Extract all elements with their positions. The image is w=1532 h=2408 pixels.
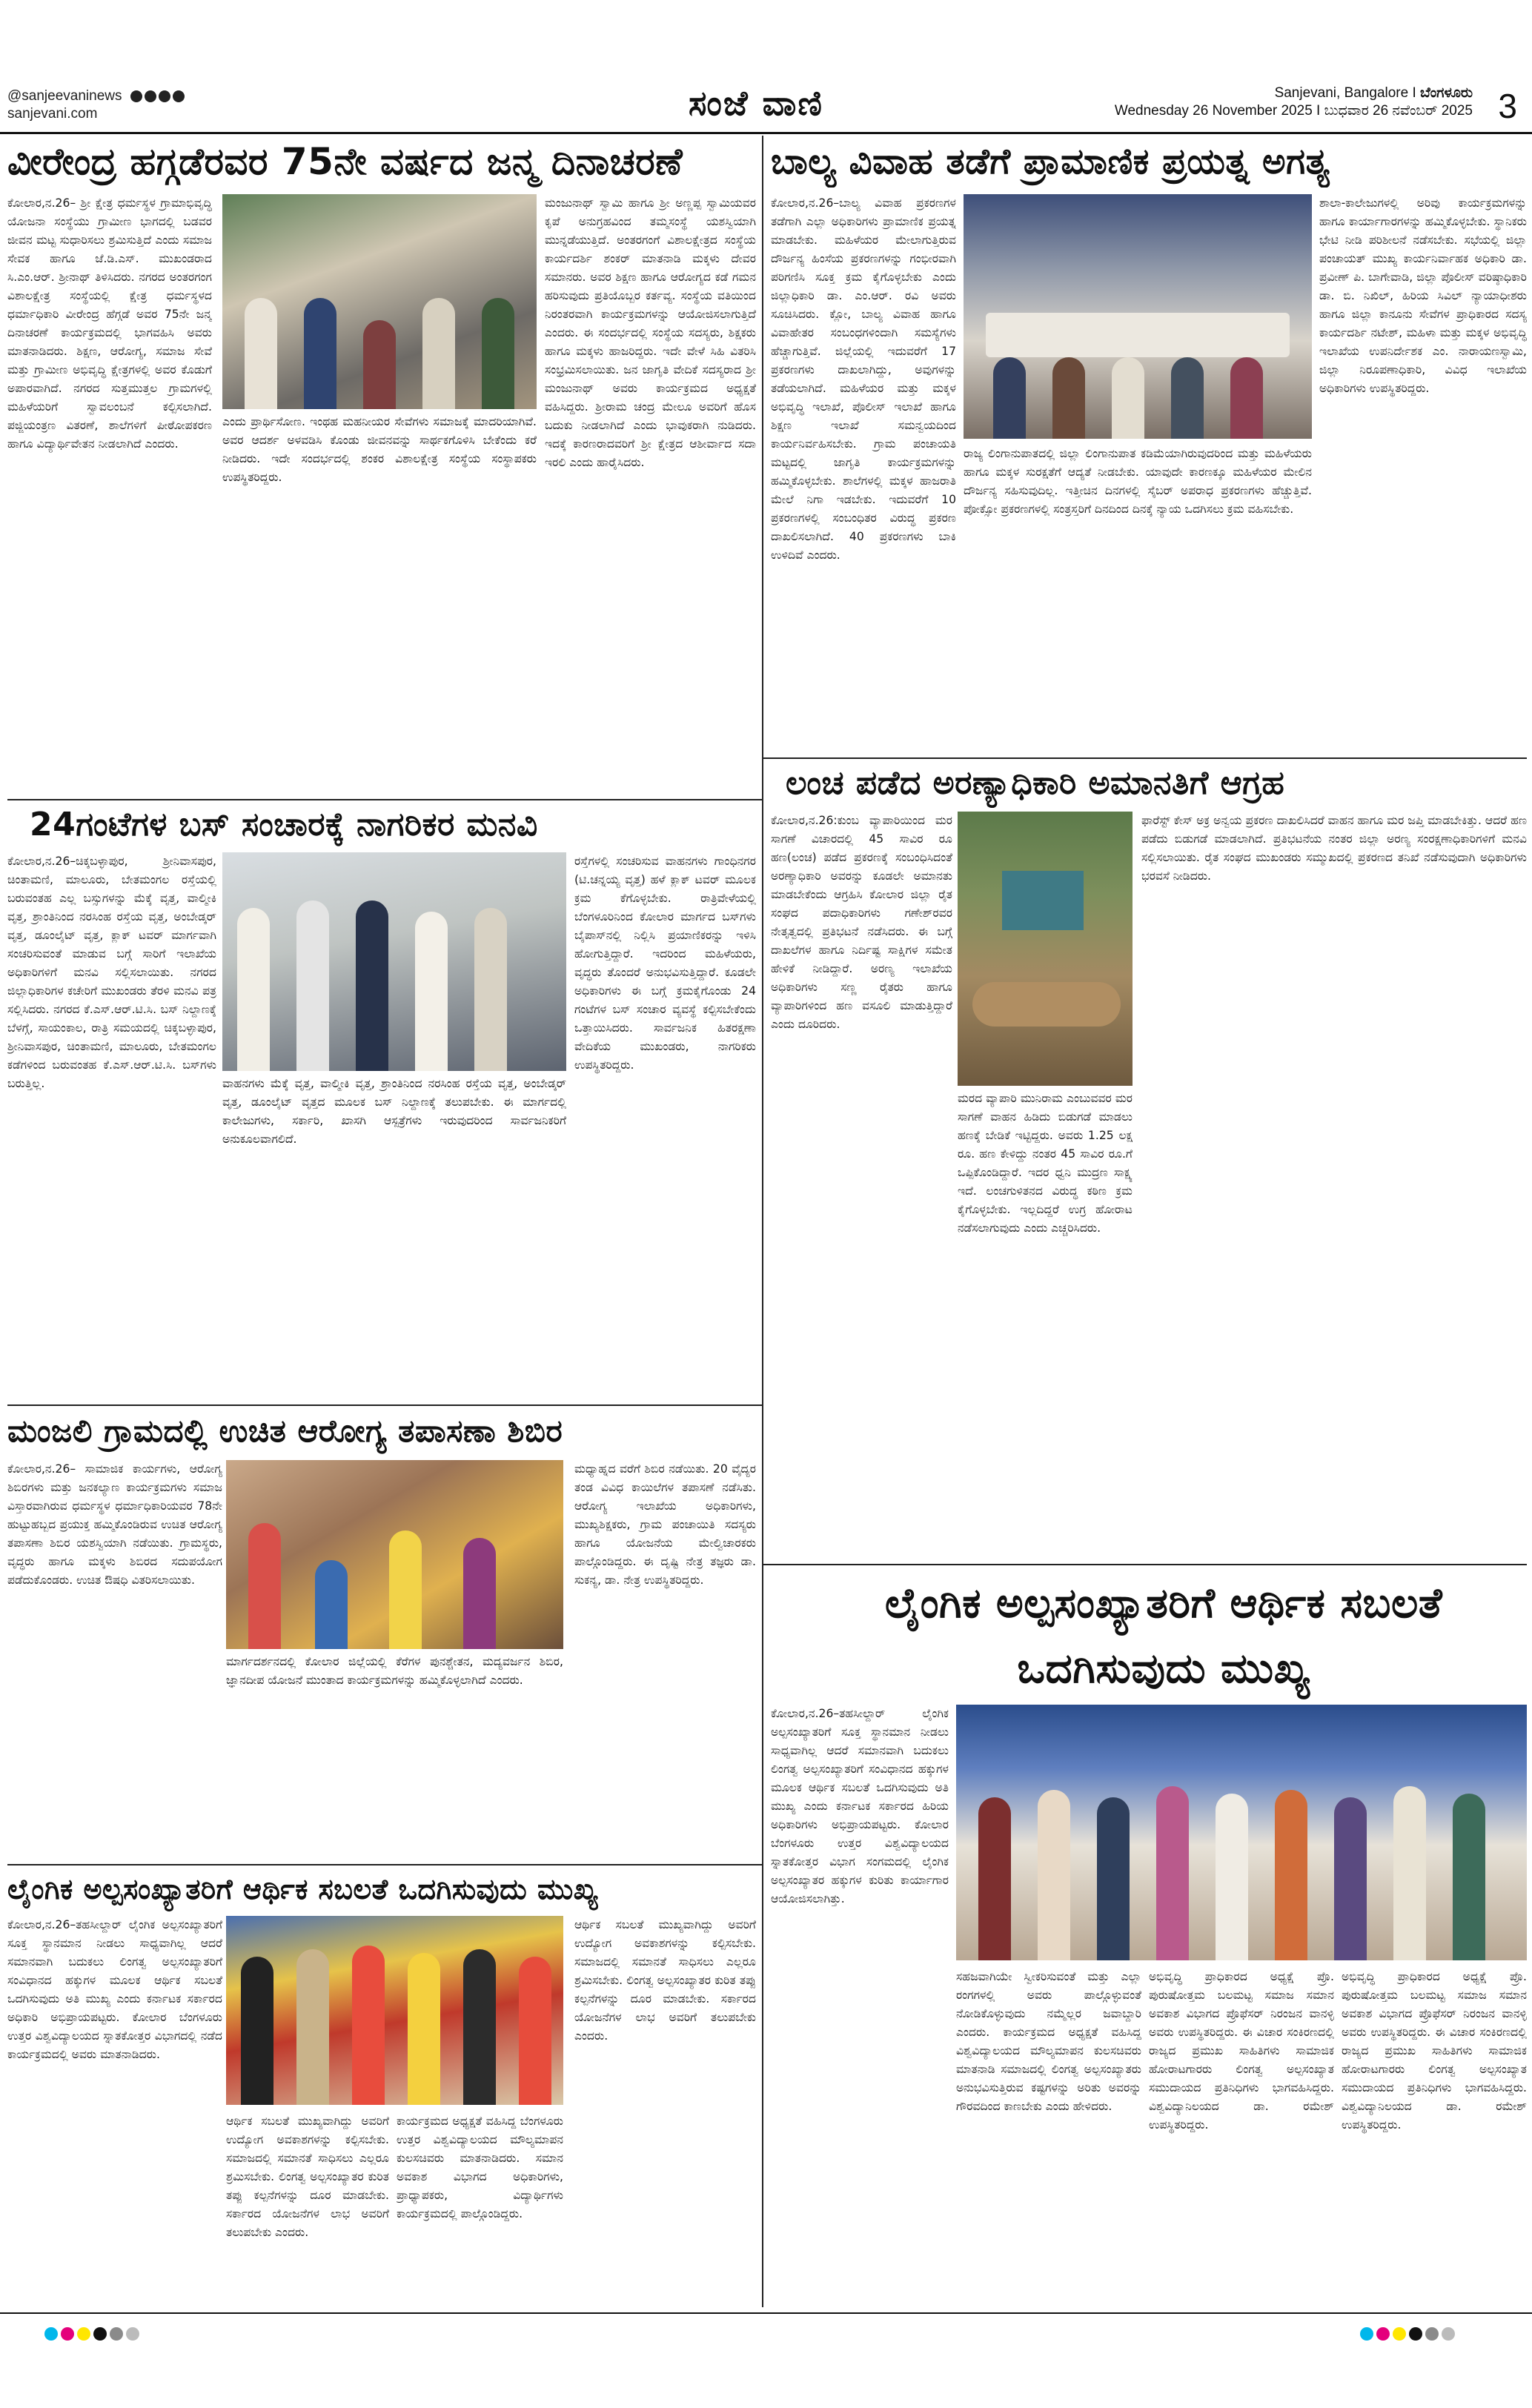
article-6-col-4: ಅಭಿವೃದ್ಧಿ ಪ್ರಾಧಿಕಾರದ ಅಧ್ಯಕ್ಷೆ ಪ್ರೊ. ಪುರುಷೋತ್ತಮ ಬಲಮಟ್ಟ ಸಮಾಜ ಸಮಾನ ಅವಕಾಶ ವಿಭಾಗದ ಪ್ರೊಫೆಸರ್ ನಿರಂಜನ ವಾನಳ್ಳಿ ಅವರು ಉಪಸ್ಥಿತರಿದ್ದರು. ಈ ವಿಚಾರ ಸಂಕಿರಣದಲ್ಲಿ ರಾಜ್ಯದ ಪ್ರಮುಖ ಸಾಹಿತಿಗಳು ಸಾಮಾಜಿಕ ಹೋರಾಟಗಾರರು ಲಿಂಗತ್ವ ಅಲ್ಪಸಂಖ್ಯಾತ ಸಮುದಾಯದ ಪ್ರತಿನಿಧಿಗಳು ಭಾಗವಹಿಸಿದ್ದರು. ವಿಶ್ವವಿದ್ಯಾನಿಲಯದ ಡಾ. ರಮೇಶ್ ಉಪಸ್ಥಿತರಿದ್ದರು. <box>1342 1970 1527 2132</box>
article-5-col-2: ಮಧ್ಯಾಹ್ನದ ವರೆಗೆ ಶಿಬಿರ ನಡೆಯಿತು. 20 ವೈದ್ಯರ ತಂಡ ವಿವಿಧ ಕಾಯಿಲೆಗಳ ತಪಾಸಣೆ ನಡೆಸಿತು. ಆರೋಗ್ಯ ಇಲಾಖೆಯ ಅಧಿಕಾರಿಗಳು, ಮುಖ್ಯಶಿಕ್ಷಕರು, ಗ್ರಾಮ ಪಂಚಾಯಿತಿ ಸದಸ್ಯರು ಹಾಗೂ ಯೋಜನೆಯ ಮೇಲ್ವಿಚಾರಕರು ಪಾಲ್ಗೊಂಡಿದ್ದರು. ಈ ದೃಷ್ಟಿ ನೇತ್ರ ತಜ್ಞರು ಡಾ. ಸುಕನ್ಯ, ಡಾ. ನೇತ್ರ ಉಪಸ್ಥಿತರಿದ್ದರು. <box>574 1462 756 1587</box>
article-1-col-1: ಕೋಲಾರ,ನ.26– ಶ್ರೀ ಕ್ಷೇತ್ರ ಧರ್ಮಸ್ಥಳ ಗ್ರಾಮಾಭಿವೃದ್ಧಿ ಯೋಜನಾ ಸಂಸ್ಥೆಯು ಗ್ರಾಮೀಣ ಭಾಗದಲ್ಲಿ ಬಡವರ ಜೀವನ ಮಟ್ಟ ಸುಧಾರಿಸಲು ಶ್ರಮಿಸುತ್ತಿದೆ ಎಂದು ಸಮಾಜ ಸೇವಕ ಹಾಗೂ ಜೆ.ಡಿ.ಎಸ್. ಮುಖಂಡರಾದ ಸಿ.ಎಂ.ಆರ್. ಶ್ರೀನಾಥ್ ತಿಳಿಸಿದರು. ನಗರದ ಅಂತರಗಂಗ ವಿಶಾಲಕ್ಷೇತ್ರ ಸಂಸ್ಥೆಯಲ್ಲಿ ಕ್ಷೇತ್ರ ಧರ್ಮಸ್ಥಳದ ಧರ್ಮಾಧಿಕಾರಿ ವೀರೇಂದ್ರ ಹೆಗ್ಗಡೆ ಅವರ 75ನೇ ಜನ್ಮ ದಿನಾಚರಣೆ ಕಾರ್ಯಕ್ರಮದಲ್ಲಿ ಭಾಗವಹಿಸಿ ಅವರು ಮಾತನಾಡಿದರು. ಶಿಕ್ಷಣ, ಆರೋಗ್ಯ, ಸಮಾಜ ಸೇವೆ ಮತ್ತು ಗ್ರಾಮೀಣ ಅಭಿವೃದ್ಧಿ ಕ್ಷೇತ್ರಗಳಲ್ಲಿ ಅವರ ಕೊಡುಗೆ ಅಪಾರವಾಗಿದೆ. ನಗರದ ಸುತ್ತಮುತ್ತಲ ಗ್ರಾಮಗಳಲ್ಲಿ ಮಹಿಳೆಯರಿಗೆ ಸ್ವಾವಲಂಬನೆ ಕಲ್ಪಿಸಲಾಗಿದೆ. ಪಜ್ಜಿಯಂತ್ರಣ ವಿತರಣೆ, ಶಾಲೆಗಳಿಗೆ ಪೀಠೋಪಕರಣ ಹಾಗೂ ವಿದ್ಯಾರ್ಥಿವೇತನ ನೀಡಲಾಗಿದೆ ಎಂದರು. <box>7 196 212 451</box>
column-divider <box>762 136 763 2307</box>
website: sanjevani.com <box>7 106 98 122</box>
registration-swatch <box>93 2327 107 2341</box>
header-right: Sanjevani, Bangalore I ಬೆಂಗಳೂರು Wednesday 26 November 2025 I ಬುಧವಾರ 26 ನವೆಂಬರ್ 2025 <box>1114 85 1473 119</box>
article-6-col-1: ಕೋಲಾರ,ನ.26–ತಹಸೀಲ್ದಾರ್ ಲೈಂಗಿಕ ಅಲ್ಪಸಂಖ್ಯಾತರಿಗೆ ಸೂಕ್ತ ಸ್ಥಾನಮಾನ ನೀಡಲು ಸಾಧ್ಯವಾಗಿಲ್ಲ ಆದರೆ ಸಮಾನವಾಗಿ ಬದುಕಲು ಲಿಂಗತ್ವ ಅಲ್ಪಸಂಖ್ಯಾತರಿಗೆ ಸಂವಿಧಾನದ ಹಕ್ಕುಗಳ ಮೂಲಕ ಆರ್ಥಿಕ ಸಬಲತೆ ಒದಗಿಸುವುದು ಅತಿ ಮುಖ್ಯ ಎಂದು ಕರ್ನಾಟಕ ಸರ್ಕಾರದ ಹಿರಿಯ ಅಧಿಕಾರಿಗಳು ಅಭಿಪ್ರಾಯಪಟ್ಟರು. ಕೋಲಾರ ಬೆಂಗಳೂರು ಉತ್ತರ ವಿಶ್ವವಿದ್ಯಾಲಯದ ಸ್ನಾತಕೋತ್ತರ ವಿಭಾಗ ಸಂಗಮದಲ್ಲಿ ಲೈಂಗಿಕ ಅಲ್ಪಸಂಖ್ಯಾತರ ಹಕ್ಕುಗಳ ಕುರಿತು ಕಾರ್ಯಾಗಾರ ಆಯೋಜಿಸಲಾಗಿತ್ತು. <box>771 1707 949 1905</box>
article-1-caption: ಎಂದು ಪ್ರಾರ್ಥಿಸೋಣ. ಇಂಥಹ ಮಹನೀಯರ ಸೇವೆಗಳು ಸಮಾಜಕ್ಕೆ ಮಾದರಿಯಾಗಿವೆ. ಅವರ ಆದರ್ಶ ಅಳವಡಿಸಿ ಕೊಂಡು ಜೀವನವನ್ನು ಸಾರ್ಥಕಗೊಳಿಸಿ ಬೇಕೆಂದು ಕರೆ ನೀಡಿದರು. ಇದೇ ಸಂದರ್ಭದಲ್ಲಿ ಶಂಕರ ವಿಶಾಲಕ್ಷೇತ್ರ ಸಂಸ್ಥೆಯ ಸಂಸ್ಥಾಪಕರು ಉಪಸ್ಥಿತರಿದ್ದರು. <box>222 415 537 484</box>
article-5-photo <box>226 1460 563 1649</box>
article-7-col-1: ಕೋಲಾರ,ನ.26–ತಹಸೀಲ್ದಾರ್ ಲೈಂಗಿಕ ಅಲ್ಪಸಂಖ್ಯಾತರಿಗೆ ಸೂಕ್ತ ಸ್ಥಾನಮಾನ ನೀಡಲು ಸಾಧ್ಯವಾಗಿಲ್ಲ ಆದರೆ ಸಮಾನವಾಗಿ ಬದುಕಲು ಲಿಂಗತ್ವ ಅಲ್ಪಸಂಖ್ಯಾತರಿಗೆ ಸಂವಿಧಾನದ ಹಕ್ಕುಗಳ ಮೂಲಕ ಆರ್ಥಿಕ ಸಬಲತೆ ಒದಗಿಸುವುದು ಅತಿ ಮುಖ್ಯ ಎಂದು ಕರ್ನಾಟಕ ಸರ್ಕಾರದ ಅಧಿಕಾರಿ ಅಭಿಪ್ರಾಯಪಟ್ಟರು. ಕೋಲಾರ ಬೆಂಗಳೂರು ಉತ್ತರ ವಿಶ್ವವಿದ್ಯಾಲಯದ ಸ್ನಾತಕೋತ್ತರ ವಿಭಾಗದಲ್ಲಿ ನಡೆದ ಕಾರ್ಯಕ್ರಮದಲ್ಲಿ ಅವರು ಮಾತನಾಡಿದರು. <box>7 1918 222 2061</box>
registration-swatch <box>44 2327 58 2341</box>
registration-swatch <box>1376 2327 1390 2341</box>
date-kannada: ಬುಧವಾರ 26 ನವೆಂಬರ್ 2025 <box>1324 103 1473 119</box>
article-1-col-2: ಮಂಜುನಾಥ್ ಸ್ವಾಮಿ ಹಾಗೂ ಶ್ರೀ ಅಣ್ಣಪ್ಪ ಸ್ವಾಮಿಯವರ ಕೃಪೆ ಅನುಗ್ರಹವಿಂದ ತಮ್ಮಸಂಸ್ಥೆ ಯಶಸ್ವಿಯಾಗಿ ಮುನ್ನಡೆಯುತ್ತಿದೆ. ಅಂತರಗಂಗೆ ವಿಶಾಲಕ್ಷೇತ್ರದ ಸಂಸ್ಥೆಯ ಕಾರ್ಯದರ್ಶಿ ಶಂಕರ್ ಮಾತನಾಡಿ ಮಕ್ಕಳು ದೇವರ ಸಮಾನರು. ಅವರ ಶಿಕ್ಷಣ ಹಾಗೂ ಆರೋಗ್ಯದ ಕಡೆ ಗಮನ ಹರಿಸುವುದು ಪ್ರತಿಯೊಬ್ಬರ ಕರ್ತವ್ಯ. ಸಂಸ್ಥೆಯ ವತಿಯಿಂದ ನಿರಂತರವಾಗಿ ಕಾರ್ಯಕ್ರಮಗಳನ್ನು ಆಯೋಜಿಸಲಾಗುತ್ತಿದೆ ಎಂದರು. ಈ ಸಂದರ್ಭದಲ್ಲಿ ಸಂಸ್ಥೆಯ ಸದಸ್ಯರು, ಶಿಕ್ಷಕರು ಹಾಗೂ ಮಕ್ಕಳು ಹಾಜರಿದ್ದರು. ಇದೇ ವೇಳೆ ಸಿಹಿ ವಿತರಿಸಿ ಸಂಭ್ರಮಿಸಲಾಯಿತು. ಜನ ಜಾಗೃತಿ ವೇದಿಕೆ ಸದಸ್ಯರಾದ ಶ್ರೀ ಮಂಜುನಾಥ್ ಅವರು ಕಾರ್ಯಕ್ರಮದ ಅಧ್ಯಕ್ಷತೆ ವಹಿಸಿದ್ದರು. ಶ್ರೀರಾಮ ಚಂದ್ರ ಮೇಲೂ ಅವರಿಗೆ ಹೊಸ ಬದುಕು ನೀಡಲಾಗಿದೆ ಎಂದು ಭಾವುಕರಾಗಿ ನುಡಿದರು. ಇದಕ್ಕೆ ಕಾರಣರಾದವರಿಗೆ ಶ್ರೀ ಕ್ಷೇತ್ರದ ಆಶೀರ್ವಾದ ಸದಾ ಇರಲಿ ಎಂದು ಹಾರೈಸಿದರು. <box>545 196 756 469</box>
facebook-icon <box>145 90 156 102</box>
article-1-photo <box>222 194 537 409</box>
article-5-headline: ಮಂಜಲಿ ಗ್ರಾಮದಲ್ಲಿ ಉಚಿತ ಆರೋಗ್ಯ ತಪಾಸಣಾ ಶಿಬಿರ <box>7 1413 563 1449</box>
header-rule <box>0 132 1532 134</box>
article-5-caption: ಮಾರ್ಗದರ್ಶನದಲ್ಲಿ ಕೋಲಾರ ಜಿಲ್ಲೆಯಲ್ಲಿ ಕೆರೆಗಳ ಪುನಶ್ಚೇತನ, ಮದ್ಯವರ್ಜನ ಶಿಬಿರ, ಜ್ಞಾನದೀಪ ಯೋಜನೆ ಮುಂತಾದ ಕಾರ್ಯಕ್ರಮಗಳನ್ನು ಹಮ್ಮಿಕೊಳ್ಳಲಾಗಿದೆ ಎಂದರು. <box>226 1655 563 1687</box>
section-rule-left-2 <box>7 1404 762 1406</box>
registration-swatch <box>61 2327 74 2341</box>
masthead-title: ಸಂಜೆ ವಾಣಿ <box>689 83 823 123</box>
registration-swatch <box>1393 2327 1406 2341</box>
article-3-photo <box>222 852 566 1071</box>
instagram-icon <box>130 90 142 102</box>
section-rule-left-3 <box>7 1864 762 1865</box>
edition: Sanjevani, Bangalore I <box>1274 85 1416 101</box>
registration-swatch <box>1360 2327 1373 2341</box>
article-3-caption: ವಾಹನಗಳು ಮೆಕ್ಕೆ ವೃತ್ತ, ವಾಲ್ಮೀಕಿ ವೃತ್ತ, ಶ್ರಾಂತಿನಿಂದ ನರಸಿಂಹ ರಸ್ತೆಯ ವೃತ್ತ, ಅಂಬೇಡ್ಕರ್ ವೃತ್ತ, ಡೂಂಲೈಟ್ ವೃತ್ತದ ಮೂಲಕ ಬಸ್ ನಿಲ್ದಾಣಕ್ಕೆ ತಲುಪಬೇಕು. ಈ ಮಾರ್ಗದಲ್ಲಿ ಕಾಲೇಜುಗಳು, ಸರ್ಕಾರಿ, ಖಾಸಗಿ ಆಸ್ಪತ್ರೆಗಳು ಇರುವುದರಿಂದ ಸಾರ್ವಜನಿಕರಿಗೆ ಅನುಕೂಲವಾಗಲಿದೆ. <box>222 1077 566 1146</box>
article-2-col-1: ಕೋಲಾರ,ನ.26–ಬಾಲ್ಯ ವಿವಾಹ ಪ್ರಕರಣಗಳ ತಡೆಗಾಗಿ ಎಲ್ಲಾ ಅಧಿಕಾರಿಗಳು ಪ್ರಾಮಾಣಿಕ ಪ್ರಯತ್ನ ಮಾಡಬೇಕು. ಮಹಿಳೆಯರ ಮೇಲಾಗುತ್ತಿರುವ ದೌರ್ಜನ್ಯ ಹಿಂಸೆಯ ಪ್ರಕರಣಗಳನ್ನು ಗಂಭೀರವಾಗಿ ಪರಿಗಣಿಸಿ ಸೂಕ್ತ ಕ್ರಮ ಕೈಗೊಳ್ಳಬೇಕು ಎಂದು ಜಿಲ್ಲಾಧಿಕಾರಿ ಡಾ. ಎಂ.ಆರ್. ರವಿ ಅವರು ಸೂಚಿಸಿದರು. ಕ್ಲೋ, ಬಾಲ್ಯ ವಿವಾಹ ಹಾಗೂ ವಿವಾಹೇತರ ಸಂಬಂಧಗಳಿಂದಾಗಿ ಸಮಸ್ಯೆಗಳು ಹೆಚ್ಚಾಗುತ್ತಿವೆ. ಜಿಲ್ಲೆಯಲ್ಲಿ ಇದುವರೆಗೆ 17 ಪ್ರಕರಣಗಳು ದಾಖಲಾಗಿದ್ದು, ಅವುಗಳನ್ನು ತಡೆಯಲಾಗಿದೆ. ಮಹಿಳೆಯರ ಮತ್ತು ಮಕ್ಕಳ ಅಭಿವೃದ್ಧಿ ಇಲಾಖೆ, ಪೊಲೀಸ್ ಇಲಾಖೆ ಹಾಗೂ ಶಿಕ್ಷಣ ಇಲಾಖೆ ಸಮನ್ವಯದಿಂದ ಕಾರ್ಯನಿರ್ವಹಿಸಬೇಕು. ಗ್ರಾಮ ಪಂಚಾಯತಿ ಮಟ್ಟದಲ್ಲಿ ಜಾಗೃತಿ ಕಾರ್ಯಕ್ರಮಗಳನ್ನು ಹಮ್ಮಿಕೊಳ್ಳಬೇಕು. ಶಾಲೆಗಳಲ್ಲಿ ಮಕ್ಕಳ ಹಾಜರಾತಿ ಮೇಲೆ ನಿಗಾ ಇಡಬೇಕು. ಇದುವರೆಗೆ 10 ಪ್ರಕರಣಗಳಲ್ಲಿ ಸಂಬಂಧಿತರ ವಿರುದ್ಧ ಪ್ರಕರಣ ದಾಖಲಿಸಲಾಗಿದೆ. 40 ಪ್ರಕರಣಗಳು ಬಾಕಿ ಉಳಿದಿವೆ ಎಂದರು. <box>771 196 956 562</box>
registration-swatch <box>77 2327 90 2341</box>
registration-swatch <box>126 2327 139 2341</box>
article-3-col-1: ಕೋಲಾರ,ನ.26–ಚಿಕ್ಕಬಳ್ಳಾಪುರ, ಶ್ರೀನಿವಾಸಪುರ, ಚಿಂತಾಮಣಿ, ಮಾಲೂರು, ಬೇತಮಂಗಲ ರಸ್ತೆಯಲ್ಲಿ ಬರುವಂತಹ ಎಲ್ಲ ಬಸ್ಸುಗಳನ್ನು ಮೆಕ್ಕೆ ವೃತ್ತ, ವಾಲ್ಮೀಕಿ ವೃತ್ತ, ಶ್ರಾಂತಿನಿಂದ ನರಸಿಂಹ ರಸ್ತೆಯ ವೃತ್ತ, ಅಂಬೇಡ್ಕರ್ ವೃತ್ತ, ಡೂಂಲೈಟ್ ವೃತ್ತ, ಕ್ಲಾಕ್ ಟವರ್ ಮಾರ್ಗವಾಗಿ ಸಂಚರಿಸುವಂತೆ ಮಾಡುವ ಬಗ್ಗೆ ಸಾರಿಗೆ ಇಲಾಖೆಯ ಅಧಿಕಾರಿಗಳಿಗೆ ಮನವಿ ಸಲ್ಲಿಸಲಾಯಿತು. ನಗರದ ಜಿಲ್ಲಾಧಿಕಾರಿಗಳ ಕಚೇರಿಗೆ ಮುಖಂಡರು ತೆರಳಿ ಮನವಿ ಪತ್ರ ಸಲ್ಲಿಸಿದರು. ನಗರದ ಕೆ.ಎಸ್.ಆರ್.ಟಿ.ಸಿ. ಬಸ್ ನಿಲ್ದಾಣಕ್ಕೆ ಬೆಳಗ್ಗೆ, ಸಾಯಂಕಾಲ, ರಾತ್ರಿ ಸಮಯದಲ್ಲಿ ಚಿಕ್ಕಬಳ್ಳಾಪುರ, ಶ್ರೀನಿವಾಸಪುರ, ಚಿಂತಾಮಣಿ, ಮಾಲೂರು, ಬೇತಮಂಗಲ ಕಡೆಗಳಿಂದ ಬರುವಂತಹ ಕೆ.ಎಸ್.ಆರ್.ಟಿ.ಸಿ. ಬಸ್‌ಗಳು ಬರುತ್ತಿಲ್ಲ. <box>7 855 216 1090</box>
social-icons <box>130 87 187 105</box>
footer-rule <box>0 2312 1532 2314</box>
registration-swatch <box>1409 2327 1422 2341</box>
registration-swatch <box>1442 2327 1455 2341</box>
article-2-col-3: ಶಾಲಾ-ಕಾಲೇಜುಗಳಲ್ಲಿ ಅರಿವು ಕಾರ್ಯಕ್ರಮಗಳನ್ನು ಹಾಗೂ ಕಾರ್ಯಾಗಾರಗಳನ್ನು ಹಮ್ಮಿಕೊಳ್ಳಬೇಕು. ಸ್ಥಾನಿಕರು ಭೇಟಿ ನೀಡಿ ಪರಿಶೀಲನೆ ನಡೆಸಬೇಕು. ಸಭೆಯಲ್ಲಿ ಜಿಲ್ಲಾ ಪಂಚಾಯತ್ ಮುಖ್ಯ ಕಾರ್ಯನಿರ್ವಾಹಕ ಅಧಿಕಾರಿ ಡಾ. ಪ್ರವೀಣ್ ಪಿ. ಬಾಗೇವಾಡಿ, ಜಿಲ್ಲಾ ಪೊಲೀಸ್ ವರಿಷ್ಠಾಧಿಕಾರಿ ಡಾ. ಬಿ. ನಿಖಿಲ್, ಹಿರಿಯ ಸಿವಿಲ್ ನ್ಯಾಯಾಧೀಶರು ಹಾಗೂ ಜಿಲ್ಲಾ ಕಾನೂನು ಸೇವೆಗಳ ಪ್ರಾಧಿಕಾರದ ಸದಸ್ಯ ಕಾರ್ಯದರ್ಶಿ ನಟೇಶ್, ಮಹಿಳಾ ಮತ್ತು ಮಕ್ಕಳ ಅಭಿವೃದ್ಧಿ ಇಲಾಖೆಯ ಉಪನಿರ್ದೇಶಕ ಎಂ. ನಾರಾಯಣಸ್ವಾಮಿ, ಜಿಲ್ಲಾ ನಿರೂಪಣಾಧಿಕಾರಿ, ವಿವಿಧ ಇಲಾಖೆಯ ಅಧಿಕಾರಿಗಳು ಉಪಸ್ಥಿತರಿದ್ದರು. <box>1319 196 1527 395</box>
article-4-col-2: ಮರದ ವ್ಯಾಪಾರಿ ಮುನಿರಾಮ ಎಂಬುವವರ ಮರ ಸಾಗಣೆ ವಾಹನ ಹಿಡಿದು ಬಿಡುಗಡೆ ಮಾಡಲು ಹಣಕ್ಕೆ ಬೇಡಿಕೆ ಇಟ್ಟಿದ್ದರು. ಅವರು 1.25 ಲಕ್ಷ ರೂ. ಹಣ ಕೇಳಿದ್ದು ನಂತರ 45 ಸಾವಿರ ರೂ.ಗೆ ಒಪ್ಪಿಕೊಂಡಿದ್ದಾರೆ. ಇದರ ಧ್ವನಿ ಮುದ್ರಣ ಸಾಕ್ಷ್ಯ ಇದೆ. ಲಂಚಗುಳಿತನದ ವಿರುದ್ಧ ಕಠಿಣ ಕ್ರಮ ಕೈಗೊಳ್ಳಬೇಕು. ಇಲ್ಲದಿದ್ದರೆ ಉಗ್ರ ಹೋರಾಟ ನಡೆಸಲಾಗುವುದು ಎಂದು ಎಚ್ಚರಿಸಿದರು. <box>958 1092 1133 1235</box>
article-4-col-3: ಫಾರೆಸ್ಟ್ ಕೇಸ್ ಅಕ್ರ ಅನ್ವಯ ಪ್ರಕರಣ ದಾಖಲಿಸಿದರೆ ವಾಹನ ಹಾಗೂ ಮರ ಜಪ್ತಿ ಮಾಡಬೇಕಿತ್ತು. ಆದರೆ ಹಣ ಪಡೆದು ಬಿಡುಗಡೆ ಮಾಡಲಾಗಿದೆ. ಪ್ರತಿಭಟನೆಯ ನಂತರ ಜಿಲ್ಲಾ ಅರಣ್ಯ ಸಂರಕ್ಷಣಾಧಿಕಾರಿಗಳಿಗೆ ಮನವಿ ಸಲ್ಲಿಸಲಾಯಿತು. ರೈತ ಸಂಘದ ಮುಖಂಡರು ಸಮ್ಮುಖದಲ್ಲಿ ಪ್ರಕರಣದ ತನಿಖೆ ನಡೆಸುವುದಾಗಿ ಅಧಿಕಾರಿಗಳು ಭರವಸೆ ನೀಡಿದರು. <box>1141 814 1527 883</box>
article-4-col-1: ಕೋಲಾರ,ನ.26:ಕುಂಬ ವ್ಯಾಪಾರಿಯಿಂದ ಮರ ಸಾಗಣೆ ವಿಚಾರದಲ್ಲಿ 45 ಸಾವಿರ ರೂ ಹಣ(ಲಂಚ) ಪಡೆದ ಪ್ರಕರಣಕ್ಕೆ ಸಂಬಂಧಿಸಿದಂತೆ ಅರಣ್ಯಾಧಿಕಾರಿ ಅವರನ್ನು ಕೂಡಲೇ ಅಮಾನತು ಮಾಡಬೇಕೆಂದು ಆಗ್ರಹಿಸಿ ಕೋಲಾರ ಜಿಲ್ಲಾ ರೈತ ಸಂಘದ ಪದಾಧಿಕಾರಿಗಳು ಗಣೇಶ್‌ರವರ ನೇತೃತ್ವದಲ್ಲಿ ಪ್ರತಿಭಟನೆ ನಡೆಸಿದರು. ಈ ಬಗ್ಗೆ ದಾಖಲೆಗಳ ಹಾಗೂ ನಿರ್ದಿಷ್ಟ ಸಾಕ್ಷಿಗಳ ಸಮೇತ ಹೇಳಿಕೆ ನೀಡಿದ್ದಾರೆ. ಅರಣ್ಯ ಇಲಾಖೆಯ ಅಧಿಕಾರಿಗಳು ಸಣ್ಣ ರೈತರು ಹಾಗೂ ವ್ಯಾಪಾರಿಗಳಿಂದ ಹಣ ವಸೂಲಿ ಮಾಡುತ್ತಿದ್ದಾರೆ ಎಂದು ದೂರಿದರು. <box>771 814 952 1031</box>
article-2-photo <box>964 194 1312 439</box>
article-6-col-3: ಅಭಿವೃದ್ಧಿ ಪ್ರಾಧಿಕಾರದ ಅಧ್ಯಕ್ಷೆ ಪ್ರೊ. ಪುರುಷೋತ್ತಮ ಬಲಮಟ್ಟ ಸಮಾಜ ಸಮಾನ ಅವಕಾಶ ವಿಭಾಗದ ಪ್ರೊಫೆಸರ್ ನಿರಂಜನ ವಾನಳ್ಳಿ ಅವರು ಉಪಸ್ಥಿತರಿದ್ದರು. ಈ ವಿಚಾರ ಸಂಕಿರಣದಲ್ಲಿ ರಾಜ್ಯದ ಪ್ರಮುಖ ಸಾಹಿತಿಗಳು ಸಾಮಾಜಿಕ ಹೋರಾಟಗಾರರು ಲಿಂಗತ್ವ ಅಲ್ಪಸಂಖ್ಯಾತ ಸಮುದಾಯದ ಪ್ರತಿನಿಧಿಗಳು ಭಾಗವಹಿಸಿದ್ದರು. ವಿಶ್ವವಿದ್ಯಾನಿಲಯದ ಡಾ. ರಮೇಶ್ ಉಪಸ್ಥಿತರಿದ್ದರು. <box>1149 1970 1334 2132</box>
social-handle: @sanjeevaninews <box>7 88 122 105</box>
article-2-headline: ಬಾಲ್ಯ ವಿವಾಹ ತಡೆಗೆ ಪ್ರಾಮಾಣಿಕ ಪ್ರಯತ್ನ ಅಗತ್ಯ <box>771 141 1330 182</box>
article-1-headline: ವೀರೇಂದ್ರ ಹಗ್ಗಡೆರವರ 75ನೇ ವರ್ಷದ ಜನ್ಮ ದಿನಾಚರಣೆ <box>7 140 683 183</box>
article-6-photo <box>956 1705 1527 1960</box>
date: Wednesday 26 November 2025 <box>1114 103 1313 119</box>
twitter-icon <box>173 90 185 102</box>
article-2-col-2: ರಾಜ್ಯ ಲಿಂಗಾನುಪಾತದಲ್ಲಿ ಜಿಲ್ಲಾ ಲಿಂಗಾನುಪಾತ ಕಡಿಮೆಯಾಗಿರುವುದರಿಂದ ಮತ್ತು ಮಹಿಳೆಯರು ಹಾಗೂ ಮಕ್ಕಳ ಸುರಕ್ಷತೆಗೆ ಆದ್ಯತೆ ನೀಡಬೇಕು. ಯಾವುದೇ ಕಾರಣಕ್ಕೂ ಮಹಿಳೆಯರ ಮೇಲಿನ ದೌರ್ಜನ್ಯ ಸಹಿಸುವುದಿಲ್ಲ. ಇತ್ತೀಚಿನ ದಿನಗಳಲ್ಲಿ ಸೈಬರ್ ಅಪರಾಧ ಪ್ರಕರಣಗಳು ಹೆಚ್ಚುತ್ತಿವೆ. ಪೋಕ್ಸೋ ಪ್ರಕರಣಗಳಲ್ಲಿ ಸಂತ್ರಸ್ತರಿಗೆ ದಿನದಿಂದ ದಿನಕ್ಕೆ ನ್ಯಾಯ ಒದಗಿಸಲು ಕ್ರಮ ವಹಿಸಬೇಕು. <box>964 447 1312 516</box>
page-number: 3 <box>1498 87 1517 125</box>
color-registration-marks-right <box>1360 2327 1458 2344</box>
article-6-headline: ಲೈಂಗಿಕ ಅಲ್ಪಸಂಖ್ಯಾತರಿಗೆ ಆರ್ಥಿಕ ಸಬಲತೆ ಒದಗಿಸುವುದು ಮುಖ್ಯ <box>884 1579 1443 1693</box>
article-4-headline: ಲಂಚ ಪಡೆದ ಅರಣ್ಯಾಧಿಕಾರಿ ಅಮಾನತಿಗೆ ಆಗ್ರಹ <box>786 764 1285 802</box>
article-3-headline: 24ಗಂಟೆಗಳ ಬಸ್ ಸಂಚಾರಕ್ಕೆ ನಾಗರಿಕರ ಮನವಿ <box>30 806 538 843</box>
article-4-photo <box>958 812 1133 1086</box>
registration-swatch <box>1425 2327 1439 2341</box>
article-7-col-4: ಆರ್ಥಿಕ ಸಬಲತೆ ಮುಖ್ಯವಾಗಿದ್ದು ಅವರಿಗೆ ಉದ್ಯೋಗ ಅವಕಾಶಗಳನ್ನು ಕಲ್ಪಿಸಬೇಕು. ಸಮಾಜದಲ್ಲಿ ಸಮಾನತೆ ಸಾಧಿಸಲು ಎಲ್ಲರೂ ಶ್ರಮಿಸಬೇಕು. ಲಿಂಗತ್ವ ಅಲ್ಪಸಂಖ್ಯಾತರ ಕುರಿತ ತಪ್ಪು ಕಲ್ಪನೆಗಳನ್ನು ದೂರ ಮಾಡಬೇಕು. ಸರ್ಕಾರದ ಯೋಜನೆಗಳ ಲಾಭ ಅವರಿಗೆ ತಲುಪಬೇಕು ಎಂದರು. <box>574 1918 756 2043</box>
article-5-col-1: ಕೋಲಾರ,ನ.26– ಸಾಮಾಜಿಕ ಕಾರ್ಯಗಳು, ಆರೋಗ್ಯ ಶಿಬಿರಗಳು ಮತ್ತು ಜನಕಲ್ಯಾಣ ಕಾರ್ಯಕ್ರಮಗಳು ಸಮಾಜ ವಿಸ್ತಾರವಾಗಿರುವ ಧರ್ಮಸ್ಥಳ ಧರ್ಮಾಧಿಕಾರಿಯವರ 78ನೇ ಹುಟ್ಟುಹಬ್ಬದ ಪ್ರಯುಕ್ತ ಹಮ್ಮಿಕೊಂಡಿರುವ ಉಚಿತ ಆರೋಗ್ಯ ತಪಾಸಣಾ ಶಿಬಿರ ಯಶಸ್ವಿಯಾಗಿ ನಡೆಯಿತು. ಗ್ರಾಮಸ್ಥರು, ವೃದ್ಧರು ಹಾಗೂ ಮಕ್ಕಳು ಶಿಬಿರದ ಸದುಪಯೋಗ ಪಡೆದುಕೊಂಡರು. ಉಚಿತ ಔಷಧಿ ವಿತರಿಸಲಾಯಿತು. <box>7 1462 222 1587</box>
color-registration-marks-left <box>44 2327 142 2344</box>
registration-swatch <box>110 2327 123 2341</box>
section-rule-right-2 <box>763 1564 1527 1565</box>
article-7-headline: ಲೈಂಗಿಕ ಅಲ್ಪಸಂಖ್ಯಾತರಿಗೆ ಆರ್ಥಿಕ ಸಬಲತೆ ಒದಗಿಸುವುದು ಮುಖ್ಯ <box>7 1873 599 1905</box>
article-6-col-2: ಸಹಜವಾಗಿಯೇ ಸ್ವೀಕರಿಸುವಂತೆ ಮತ್ತು ಎಲ್ಲಾ ರಂಗಗಳಲ್ಲಿ ಅವರು ಪಾಲ್ಗೊಳ್ಳುವಂತೆ ನೋಡಿಕೊಳ್ಳುವುದು ನಮ್ಮೆಲ್ಲರ ಜವಾಬ್ದಾರಿ ಎಂದರು. ಕಾರ್ಯಕ್ರಮದ ಅಧ್ಯಕ್ಷತೆ ವಹಿಸಿದ್ದ ವಿಶ್ವವಿದ್ಯಾಲಯದ ಮೌಲ್ಯಮಾಪನ ಕುಲಸಚಿವರು ಮಾತನಾಡಿ ಸಮಾಜದಲ್ಲಿ ಲಿಂಗತ್ವ ಅಲ್ಪಸಂಖ್ಯಾತರು ಅನುಭವಿಸುತ್ತಿರುವ ಕಷ್ಟಗಳನ್ನು ಅರಿತು ಅವರನ್ನು ಗೌರವದಿಂದ ಕಾಣಬೇಕು ಎಂದು ಹೇಳಿದರು. <box>956 1970 1141 2113</box>
article-3-col-2: ರಸ್ತೆಗಳಲ್ಲಿ ಸಂಚರಿಸುವ ವಾಹನಗಳು ಗಾಂಧಿನಗರ (ಟಿ.ಚನ್ನಯ್ಯ ವೃತ್ತ) ಹಳೆ ಕ್ಲಾಕ್ ಟವರ್ ಮೂಲಕ ಕ್ರಮ ಕೆಗೊಳ್ಳಬೇಕು. ರಾತ್ರಿವೇಳೆಯಲ್ಲಿ ಬೆಂಗಳೂರಿನಿಂದ ಕೋಲಾರ ಮಾರ್ಗದ ಬಸ್‌ಗಳು ಬೈಪಾಸ್‌ನಲ್ಲಿ ನಿಲ್ಲಿಸಿ ಪ್ರಯಾಣಿಕರನ್ನು ಇಳಿಸಿ ಹೋಗುತ್ತಿದ್ದಾರೆ. ಇದರಿಂದ ಮಹಿಳೆಯರು, ವೃದ್ಧರು ತೊಂದರೆ ಅನುಭವಿಸುತ್ತಿದ್ದಾರೆ. ಕೂಡಲೇ ಅಧಿಕಾರಿಗಳು ಈ ಬಗ್ಗೆ ಕ್ರಮಕೈಗೊಂಡು 24 ಗಂಟೆಗಳ ಬಸ್ ಸಂಚಾರ ವ್ಯವಸ್ಥೆ ಕಲ್ಪಿಸಬೇಕೆಂದು ಒತ್ತಾಯಿಸಿದರು. ಸಾರ್ವಜನಿಕ ಹಿತರಕ್ಷಣಾ ವೇದಿಕೆಯ ಮುಖಂಡರು, ನಾಗರಿಕರು ಉಪಸ್ಥಿತರಿದ್ದರು. <box>574 855 756 1072</box>
article-7-col-3: ಕಾರ್ಯಕ್ರಮದ ಅಧ್ಯಕ್ಷತೆ ವಹಿಸಿದ್ದ ಬೆಂಗಳೂರು ಉತ್ತರ ವಿಶ್ವವಿದ್ಯಾಲಯದ ಮೌಲ್ಯಮಾಪನ ಕುಲಸಚಿವರು ಮಾತನಾಡಿದರು. ಸಮಾನ ಅವಕಾಶ ವಿಭಾಗದ ಅಧಿಕಾರಿಗಳು, ಪ್ರಾಧ್ಯಾಪಕರು, ವಿದ್ಯಾರ್ಥಿಗಳು ಕಾರ್ಯಕ್ರಮದಲ್ಲಿ ಪಾಲ್ಗೊಂಡಿದ್ದರು. <box>397 2115 563 2220</box>
article-7-photo <box>226 1916 563 2105</box>
youtube-icon <box>159 90 170 102</box>
edition-kannada: ಬೆಂಗಳೂರು <box>1420 85 1473 101</box>
masthead <box>586 83 926 132</box>
header-left <box>7 87 187 123</box>
article-7-col-2: ಆರ್ಥಿಕ ಸಬಲತೆ ಮುಖ್ಯವಾಗಿದ್ದು ಅವರಿಗೆ ಉದ್ಯೋಗ ಅವಕಾಶಗಳನ್ನು ಕಲ್ಪಿಸಬೇಕು. ಸಮಾಜದಲ್ಲಿ ಸಮಾನತೆ ಸಾಧಿಸಲು ಎಲ್ಲರೂ ಶ್ರಮಿಸಬೇಕು. ಲಿಂಗತ್ವ ಅಲ್ಪಸಂಖ್ಯಾತರ ಕುರಿತ ತಪ್ಪು ಕಲ್ಪನೆಗಳನ್ನು ದೂರ ಮಾಡಬೇಕು. ಸರ್ಕಾರದ ಯೋಜನೆಗಳ ಲಾಭ ಅವರಿಗೆ ತಲುಪಬೇಕು ಎಂದರು. <box>226 2115 389 2239</box>
